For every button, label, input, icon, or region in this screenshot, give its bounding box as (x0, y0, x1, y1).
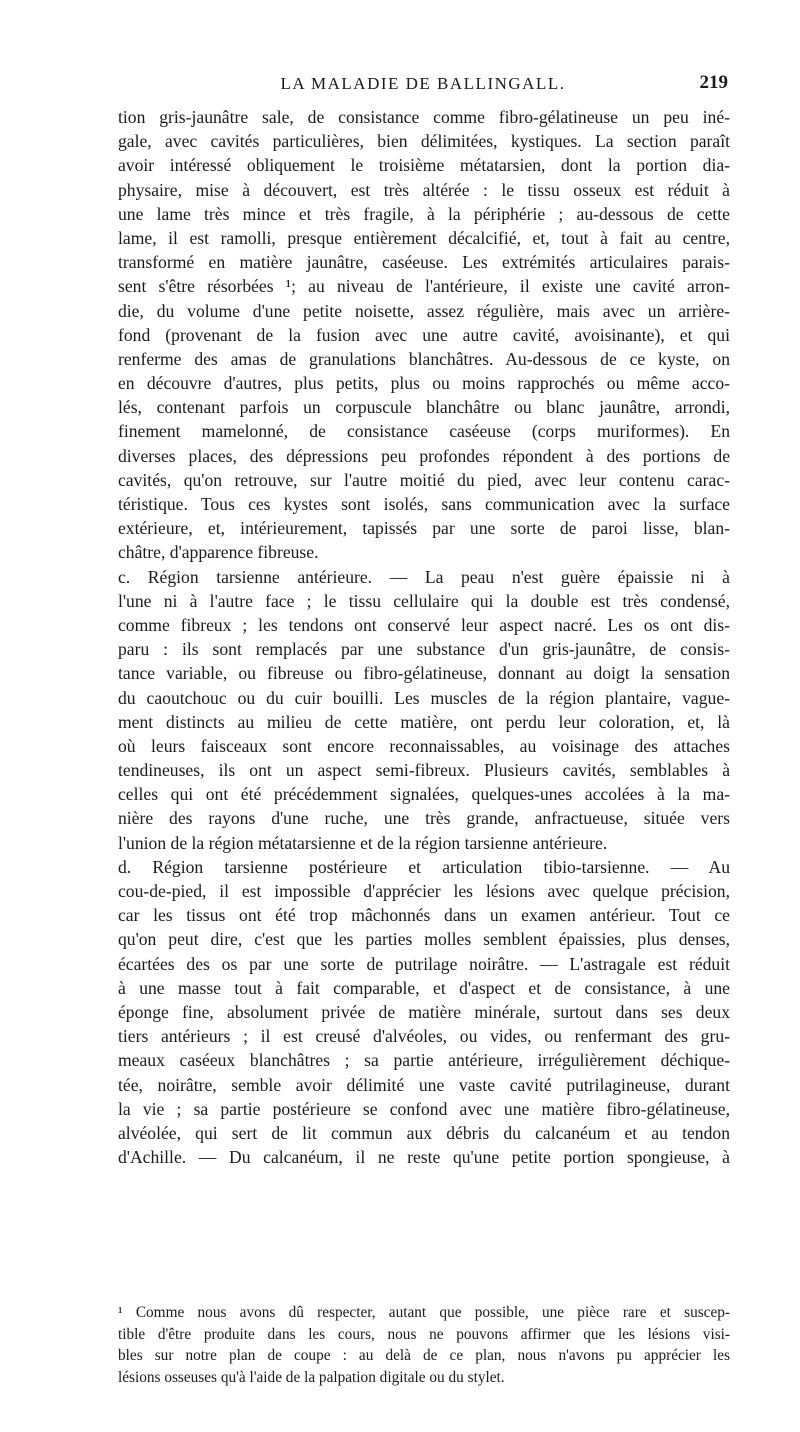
page-number: 219 (699, 72, 728, 93)
text-line: finement mamelonné, de consistance caséeuse (corps muriformes). En (118, 421, 730, 442)
text-line: tance variable, ou fibreuse ou fibro-gélatineuse, donnant au doigt la sensation (118, 663, 730, 684)
text-line: tendineuses, ils ont un aspect semi-fibreux. Plusieurs cavités, semblables à (118, 760, 730, 781)
running-title: LA MALADIE DE BALLINGALL. (280, 74, 566, 93)
text-line: une lame très mince et très fragile, à la périphérie ; au-dessous de cette (118, 203, 730, 224)
text-line: meaux caséeux blanchâtres ; sa partie antérieure, irrégulièrement déchique- (118, 1050, 730, 1071)
text-line: nière des rayons d'une ruche, une très grande, anfractueuse, située vers (118, 808, 730, 829)
footnote-line: bles sur notre plan de coupe : au delà de ce plan, nous n'avons pu apprécier les (118, 1347, 730, 1364)
text-line: extérieure, et, intérieurement, tapissés par une sorte de paroi lisse, blan- (118, 518, 730, 539)
text-line: alvéolée, qui sert de lit commun aux débris du calcanéum et au tendon (118, 1122, 730, 1143)
text-line: comme fibreux ; les tendons ont conservé leur aspect nacré. Les os ont dis- (118, 614, 730, 635)
text-line: die, du volume d'une petite noisette, assez régulière, mais avec un arrière- (118, 300, 730, 321)
text-line: écartées des os par une sorte de putrilage noirâtre. — L'astragale est réduit (118, 953, 730, 974)
text-line: tion gris-jaunâtre sale, de consistance comme fibro-gélatineuse un peu iné- (118, 107, 730, 127)
text-line: transformé en matière jaunâtre, caséeuse. Les extrémités articulaires parais- (118, 252, 730, 273)
text-line: téristique. Tous ces kystes sont isolés, sans communication avec la surface (118, 494, 730, 514)
text-line: gale, avec cavités particulières, bien délimitées, kystiques. La section paraît (118, 131, 730, 152)
text-line: l'union de la région métatarsienne et de la région tarsienne antérieure. (118, 832, 608, 853)
text-line: tiers antérieurs ; il est creusé d'alvéoles, ou vides, ou renfermant des gru- (118, 1026, 730, 1047)
text-line: où leurs faisceaux sont encore reconnaissables, au voisinage des attaches (118, 735, 730, 756)
text-line: lame, il est ramolli, presque entièrement décalcifié, et, tout à fait au centre, (118, 227, 730, 248)
footnote-line: tible d'être produite dans les cours, nous ne pouvons affirmer que les lésions visi- (118, 1325, 730, 1343)
text-line: en découvre d'autres, plus petits, plus ou moins rapprochés ou même acco- (118, 373, 730, 394)
text-line: ment distincts au milieu de cette matière, ont perdu leur coloration, et, là (118, 711, 730, 732)
text-line: du caoutchouc ou du cuir bouilli. Les muscles de la région plantaire, vague- (118, 687, 730, 708)
text-line: d. Région tarsienne postérieure et articulation tibio-tarsienne. — Au (118, 856, 730, 877)
footnote-line: lésions osseuses qu'à l'aide de la palpation digitale ou du stylet. (118, 1368, 505, 1386)
text-line: lés, contenant parfois un corpuscule blanchâtre ou blanc jaunâtre, arrondi, (118, 397, 730, 418)
text-line: qu'on peut dire, c'est que les parties molles semblent épaissies, plus denses, (118, 929, 730, 950)
text-line: c. Région tarsienne antérieure. — La peau n'est guère épaissie ni à (118, 566, 730, 587)
text-line: avoir intéressé obliquement le troisième métatarsien, dont la portion dia- (118, 155, 730, 176)
text-line: paru : ils sont remplacés par une substance d'un gris-jaunâtre, de consis- (118, 639, 730, 660)
text-line: l'une ni à l'autre face ; le tissu cellulaire qui la double est très condensé, (118, 590, 730, 611)
text-line: à une masse tout à fait comparable, et d'aspect et de consistance, à une (118, 977, 730, 998)
text-line: la vie ; sa partie postérieure se confond avec une matière fibro-gélatineuse, (118, 1098, 730, 1119)
text-line: cou-de-pied, il est impossible d'apprécier les lésions avec quelque précision, (118, 881, 730, 901)
text-line: renferme des amas de granulations blanchâtres. Au-dessous de ce kyste, on (118, 348, 730, 369)
text-line: fond (provenant de la fusion avec une autre cavité, avoisinante), et qui (118, 324, 730, 345)
text-line: diverses places, des dépressions peu profondes répondent à des portions de (118, 445, 730, 466)
footnote (118, 1302, 730, 1388)
text-line: celles qui ont été précédemment signalées, quelques-unes accolées à la ma- (118, 784, 730, 805)
text-line: sent s'être résorbées ¹; au niveau de l'antérieure, il existe une cavité arron- (118, 276, 730, 297)
text-line: éponge fine, absolument privée de matière minérale, surtout dans ses deux (118, 1001, 730, 1022)
text-line: cavités, qu'on retrouve, sur l'autre moitié du pied, avec leur contenu carac- (118, 469, 730, 490)
text-line: d'Achille. — Du calcanéum, il ne reste qu'une petite portion spongieuse, à (118, 1147, 730, 1168)
footnote-line: ¹ Comme nous avons dû respecter, autant que possible, une pièce rare et suscep- (118, 1304, 730, 1321)
text-line: châtre, d'apparence fibreuse. (118, 542, 319, 563)
text-line: car les tissus ont été trop mâchonnés dans un examen antérieur. Tout ce (118, 905, 730, 926)
text-line: physaire, mise à découvert, est très altérée : le tissu osseux est réduit à (118, 179, 730, 200)
body-text (118, 105, 730, 1169)
text-line: tée, noirâtre, semble avoir délimité une vaste cavité putrilagineuse, durant (118, 1074, 730, 1095)
